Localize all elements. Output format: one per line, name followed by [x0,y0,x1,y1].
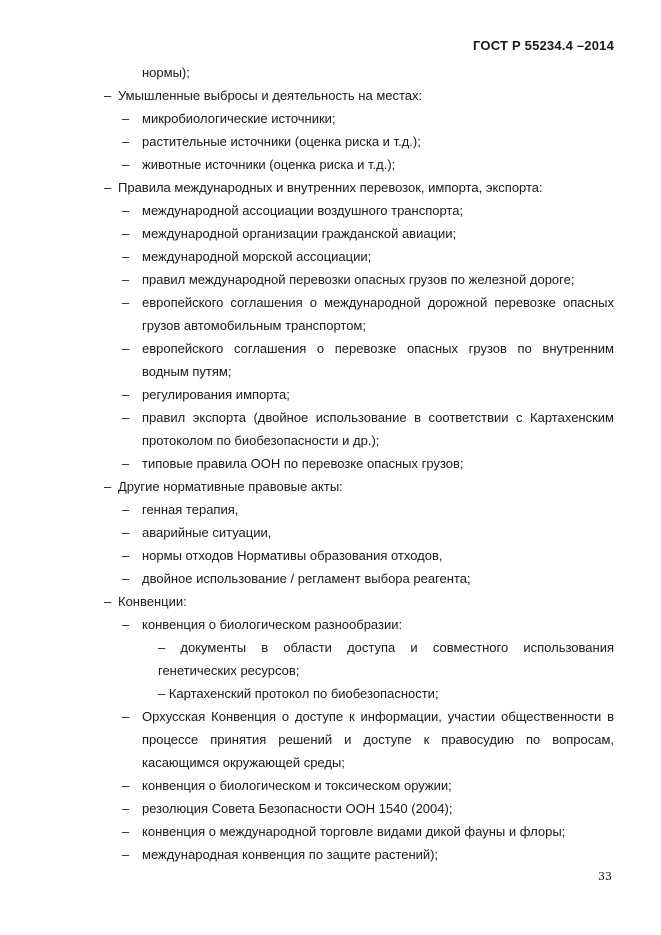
dash-marker: – [122,249,130,264]
dash-marker: – [104,180,112,195]
dash-marker: – [122,709,130,724]
list-item-continuation: водным путям; [142,364,232,379]
list-item-level1: – Конвенции: [104,590,614,613]
list-item-level3: – Картахенский протокол по биобезопасности; [158,686,439,701]
document-body [104,61,614,866]
list-item-continuation: процессе принятия решений и доступе к правосудию по вопросам, [142,732,614,747]
dash-marker: – [122,801,130,816]
list-item-level2: – растительные источники (оценка риска и т.д.); [104,130,614,153]
list-item-level2: – регулирования импорта; [104,383,614,406]
dash-marker: – [122,272,130,287]
dash-marker: – [122,824,130,839]
dash-marker: – [122,387,130,402]
dash-marker: – [122,778,130,793]
list-item-level2: – аварийные ситуации, [104,521,614,544]
dash-marker: – [122,847,130,862]
list-item-continuation: грузов автомобильным транспортом; [142,318,366,333]
dash-marker: – [122,525,130,540]
list-item-level2: – резолюция Совета Безопасности ООН 1540 (2004); [104,797,614,820]
dash-marker: – [122,203,130,218]
dash-marker: – [122,111,130,126]
list-item-level2: – животные источники (оценка риска и т.д.); [104,153,614,176]
list-item-level2: – международная конвенция по защите растений); [104,843,614,866]
document-header: ГОСТ Р 55234.4 –2014 [473,38,614,53]
list-item-level2: – конвенция о международной торговле видами дикой фауны и флоры; [104,820,614,843]
list-item-continuation: нормы); [142,65,190,80]
list-item-level2: – международной морской ассоциации; [104,245,614,268]
dash-marker: – [122,548,130,563]
list-item-level3: – документы в области доступа и совместного использования [158,640,614,655]
list-item-level2: – конвенция о биологическом разнообразии: [104,613,614,636]
list-item-level1: – Другие нормативные правовые акты: [104,475,614,498]
dash-marker: – [122,502,130,517]
dash-marker: – [122,157,130,172]
dash-marker: – [122,410,130,425]
list-item-level2: – правил экспорта (двойное использование в соответствии с Картахенским [104,406,614,429]
dash-marker: – [122,226,130,241]
list-item-continuation: касающимся окружающей среды; [142,755,345,770]
dash-marker: – [104,594,112,609]
list-item-level2: – Орхусская Конвенция о доступе к информации, участии общественности в [104,705,614,728]
dash-marker: – [122,295,130,310]
list-item-level2: – конвенция о биологическом и токсическом оружии; [104,774,614,797]
dash-marker: – [122,341,130,356]
list-item-level2: – правил международной перевозки опасных грузов по железной дороге; [104,268,614,291]
list-item-continuation: протоколом по биобезопасности и др.); [142,433,380,448]
list-item-level1: – Умышленные выбросы и деятельность на местах: [104,84,614,107]
list-item-level1: – Правила международных и внутренних перевозок, импорта, экспорта: [104,176,614,199]
list-item-continuation: генетических ресурсов; [158,663,300,678]
page-number: 33 [598,870,612,883]
dash-marker: – [122,134,130,149]
dash-marker: – [104,88,112,103]
list-item-level2: – нормы отходов Нормативы образования отходов, [104,544,614,567]
list-item-level2: – европейского соглашения о перевозке опасных грузов по внутренним [104,337,614,360]
list-item-level2: – генная терапия, [104,498,614,521]
list-item-level2: – международной организации гражданской авиации; [104,222,614,245]
dash-marker: – [122,617,130,632]
dash-marker: – [122,571,130,586]
list-item-level2: – двойное использование / регламент выбора реагента; [104,567,614,590]
dash-marker: – [122,456,130,471]
list-item-level2: – европейского соглашения о международной дорожной перевозке опасных [104,291,614,314]
list-item-level2: – типовые правила ООН по перевозке опасных грузов; [104,452,614,475]
dash-marker: – [104,479,112,494]
list-item-level2: – микробиологические источники; [104,107,614,130]
list-item-level2: – международной ассоциации воздушного транспорта; [104,199,614,222]
